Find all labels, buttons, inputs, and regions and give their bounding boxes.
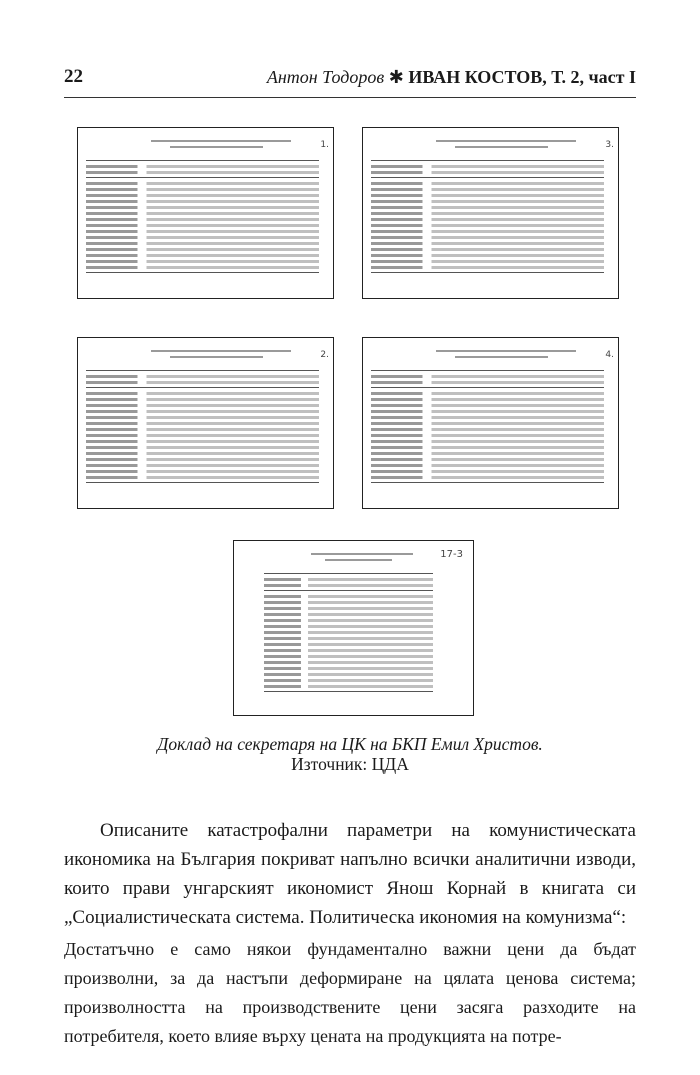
scan-row [371,200,604,203]
scan-row [371,482,604,483]
scan-row [86,410,319,413]
caption-report: Доклад на секретаря на ЦК на БКП Емил Христов. [157,734,543,754]
scan-row [86,266,319,269]
scan-document-4 [362,337,619,509]
scan-row [371,410,604,413]
scan-page-mark: 1. [320,140,329,150]
scan-table [371,134,604,288]
header-book-title: ИВАН КОСТОВ, Т. 2, част I [408,67,636,87]
scan-row [86,452,319,455]
scan-row [264,679,433,682]
scan-row [371,428,604,431]
scan-row [264,685,433,688]
scan-row [86,375,319,378]
scan-row [371,206,604,209]
scan-row [86,212,319,215]
scan-row [371,260,604,263]
running-header [267,67,636,88]
scan-row [371,171,604,174]
scan-row [86,428,319,431]
scan-row [264,601,433,604]
scan-row [86,416,319,419]
scan-row [371,476,604,479]
scan-row [264,625,433,628]
scan-document-2 [362,127,619,299]
scan-row [86,242,319,245]
scan-row [264,619,433,622]
scan-row [86,272,319,273]
block-quote: Достатъчно е само някои фундаментално важни цени да бъдат произволни, за да настъпи деформиране на цялата ценова система; произволността на производствените цени засяга разходите на потребителя, което влияе върху цената на продукцията на потре- [64,939,636,1046]
scan-page-mark: 17-3 [440,549,463,560]
scan-row [86,381,319,384]
scan-row [371,242,604,245]
scan-row [86,177,319,178]
scan-row [86,254,319,257]
header-separator: ✱ [388,67,404,87]
scan-row [371,470,604,473]
scan-rows [86,370,319,494]
figure-caption [40,734,660,774]
scan-row [264,655,433,658]
scan-row [86,188,319,191]
scan-row [86,464,319,467]
scan-row [86,370,319,371]
scan-table [371,344,604,498]
scan-row [86,470,319,473]
scan-row [86,440,319,443]
scan-row [264,637,433,640]
scan-row [371,458,604,461]
page-number: 22 [64,66,83,87]
scan-row [371,370,604,371]
scan-row [86,476,319,479]
scan-row [371,188,604,191]
scan-row [264,667,433,670]
scan-row [86,458,319,461]
scan-row [264,590,433,591]
scan-row [264,613,433,616]
scan-rows [264,573,433,701]
scan-row [86,224,319,227]
scan-row [86,171,319,174]
scan-row [264,691,433,692]
scan-document-3 [77,337,334,509]
scan-row [371,381,604,384]
scan-row [264,643,433,646]
scan-document-1 [77,127,334,299]
body-paragraph: Описаните катастрофални параметри на комунистическата икономика на България покриват напълно всички аналитични изводи, които прави унгарският икономист Янош Корнай в книгата си „Социалистическата система. Политическа икономия на комунизма“: [64,820,636,928]
scan-row [264,595,433,598]
scan-document-5 [233,540,474,716]
scan-row [264,607,433,610]
scan-row [86,206,319,209]
header-author: Антон Тодоров [266,67,385,87]
scan-row [264,649,433,652]
scan-row [371,236,604,239]
scan-row [264,573,433,574]
scan-table [86,344,319,498]
scan-row [371,452,604,455]
scan-row [371,160,604,161]
scan-row [86,392,319,395]
scan-row [86,248,319,251]
scan-row [371,266,604,269]
scan-row [86,434,319,437]
scan-row [86,422,319,425]
scan-row [264,673,433,676]
scan-page-mark: 3. [605,140,614,150]
scan-row [371,375,604,378]
scan-row [371,398,604,401]
scan-row [371,165,604,168]
scan-row [371,272,604,273]
scan-row [264,661,433,664]
scan-row [86,482,319,483]
scan-row [371,422,604,425]
scan-table [86,134,319,288]
scan-row [86,236,319,239]
scan-row [371,416,604,419]
scan-row [371,392,604,395]
scan-row [371,254,604,257]
scan-row [86,165,319,168]
scan-rows [86,160,319,284]
scan-row [86,160,319,161]
scan-page-mark: 2. [320,350,329,360]
scan-row [371,177,604,178]
scan-row [371,224,604,227]
scan-row [371,440,604,443]
scan-row [264,584,433,587]
scan-row [371,194,604,197]
scan-row [264,578,433,581]
scan-table [264,547,433,705]
scan-row [371,212,604,215]
scan-page-mark: 4. [605,350,614,360]
scan-row [86,230,319,233]
scan-row [371,387,604,388]
scan-row [371,446,604,449]
scan-rows [371,160,604,284]
scan-row [86,260,319,263]
scan-row [371,182,604,185]
scan-row [371,434,604,437]
scan-row [371,230,604,233]
scan-row [86,398,319,401]
scan-row [371,464,604,467]
caption-source: Източник: ЦДА [291,754,409,774]
scan-row [86,194,319,197]
header-rule [64,97,636,98]
scan-row [86,218,319,221]
scan-row [86,182,319,185]
scan-row [86,200,319,203]
scan-row [264,631,433,634]
scan-row [86,387,319,388]
scan-row [86,446,319,449]
scan-row [371,218,604,221]
scan-row [86,404,319,407]
scan-rows [371,370,604,494]
scan-row [371,248,604,251]
scan-row [371,404,604,407]
